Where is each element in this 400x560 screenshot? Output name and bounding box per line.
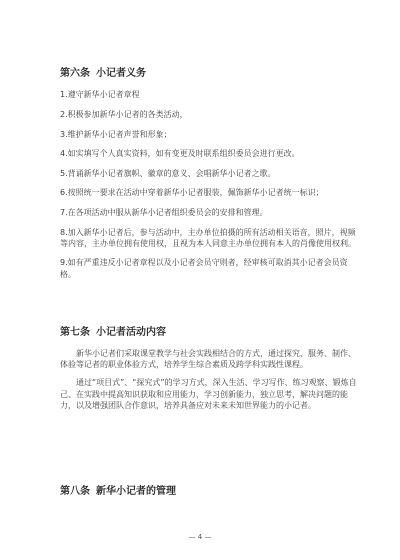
article-8-heading — [60, 485, 360, 499]
article-8-section — [60, 485, 360, 499]
article-6-section — [60, 67, 360, 280]
article-7-paragraph: 通过“项目式”、“探究式”的学习方式，深入生活、学习写作、练习观察、锻炼自己、在实践中提高知识获取和应用能力，学习创新能力，独立思考，解决问题的能力，以及增强团队合作意识，培养具备应对未来未知世界能力的小记者。 — [60, 378, 357, 410]
article-7-paragraph: 新华小记者们采取课堂教学与社会实践相结合的方式，通过探究、服务、制作、体验等记者的职业体验方式，培养学生综合素质及跨学科实践性课程。 — [60, 349, 356, 370]
article-6-list-item: 7.在各项活动中服从新华小记者组织委员会的安排和管理。 — [60, 207, 268, 217]
article-6-heading — [60, 67, 360, 81]
article-6-list-item: 1.遵守新华小记者章程 — [60, 90, 140, 100]
article-6-list-item: 8.加入新华小记者后，参与活动中，主办单位拍摄的所有活动相关语音，照片，视频等内容，主办单位拥有使用权，且视为本人同意主办单位拥有本人的肖像使用权利。 — [60, 227, 356, 248]
article-6-list-item: 3.维护新华小记者声誉和形象； — [60, 129, 172, 139]
article-6-number: 第六条 — [60, 68, 90, 79]
article-7-section — [60, 326, 360, 411]
article-8-number: 第八条 — [60, 486, 90, 497]
article-7-title: 小记者活动内容 — [96, 327, 166, 338]
article-6-list-item: 9.如有严重违反小记者章程以及小记者会员守则者，经审核可取消其小记者会员资格。 — [60, 258, 348, 279]
article-6-list-item: 2.积极参加新华小记者的各类活动， — [60, 109, 188, 119]
article-6-list-item: 4.如实填写个人真实资料，如有变更及时联系组织委员会进行更改。 — [60, 149, 300, 159]
article-7-number: 第七条 — [60, 327, 90, 338]
article-6-list — [60, 89, 360, 279]
article-7-heading — [60, 326, 360, 340]
article-6-list-item: 6.按照统一要求在活动中穿着新华小记者服装，佩饰新华小记者统一标识； — [60, 188, 324, 198]
article-7-body — [60, 348, 360, 411]
article-6-list-item: 5.背诵新华小记者旗帜、徽章的意义、会唱新华小记者之歌。 — [60, 168, 276, 178]
article-6-title: 小记者义务 — [96, 68, 146, 79]
page-number: — 4 — — [188, 533, 212, 541]
article-8-title: 新华小记者的管理 — [96, 486, 176, 497]
